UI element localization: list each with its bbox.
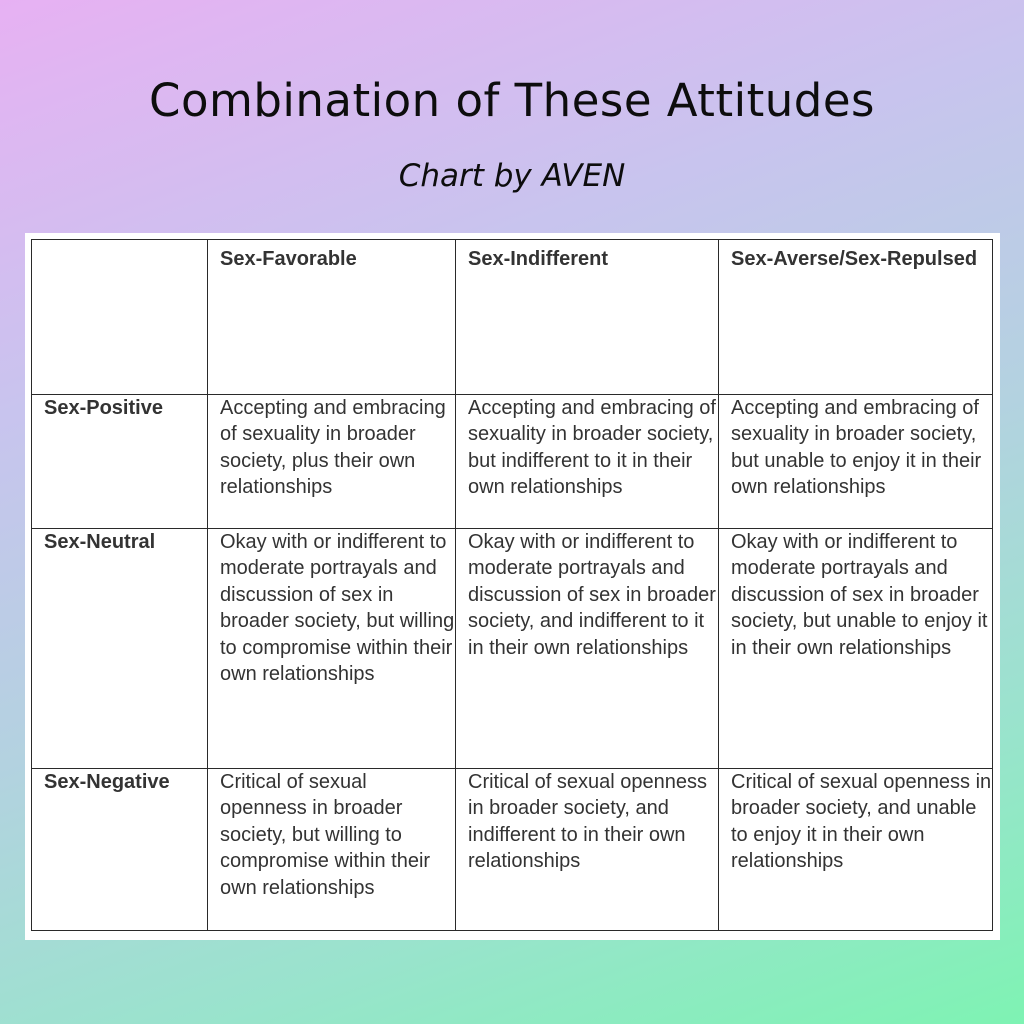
table-row-sex-neutral [32,529,993,769]
corner-cell [32,240,208,395]
attitude-table [31,239,993,931]
chart-credit: Chart by AVEN [398,158,626,194]
cell-negative-indifferent: Critical of sexual openness in broader society, and indifferent to in their own relationships [456,769,719,931]
table-card [25,233,1000,940]
column-header-sex-favorable: Sex-Favorable [208,240,456,395]
page-title: Combination of These Attitudes [149,74,875,127]
row-header-sex-positive: Sex-Positive [32,395,208,529]
cell-positive-indifferent: Accepting and embracing of sexuality in broader society, but indifferent to it in their own relationships [456,395,719,529]
cell-positive-averse: Accepting and embracing of sexuality in broader society, but unable to enjoy it in their own relationships [719,395,993,529]
row-header-sex-negative: Sex-Negative [32,769,208,931]
cell-negative-averse: Critical of sexual openness in broader society, and unable to enjoy it in their own relationships [719,769,993,931]
row-header-sex-neutral: Sex-Neutral [32,529,208,769]
table-header-row [32,240,993,395]
column-header-sex-averse-repulsed: Sex-Averse/Sex-Repulsed [719,240,993,395]
column-header-sex-indifferent: Sex-Indifferent [456,240,719,395]
cell-neutral-favorable: Okay with or indifferent to moderate portrayals and discussion of sex in broader society, but willing to compromise within their own relationships [208,529,456,769]
cell-neutral-indifferent: Okay with or indifferent to moderate portrayals and discussion of sex in broader society, and indifferent to it in their own relationships [456,529,719,769]
cell-positive-favorable: Accepting and embracing of sexuality in broader society, plus their own relationships [208,395,456,529]
table-row-sex-positive [32,395,993,529]
cell-neutral-averse: Okay with or indifferent to moderate portrayals and discussion of sex in broader society, but unable to enjoy it in their own relationships [719,529,993,769]
table-row-sex-negative [32,769,993,931]
cell-negative-favorable: Critical of sexual openness in broader society, but willing to compromise within their own relationships [208,769,456,931]
